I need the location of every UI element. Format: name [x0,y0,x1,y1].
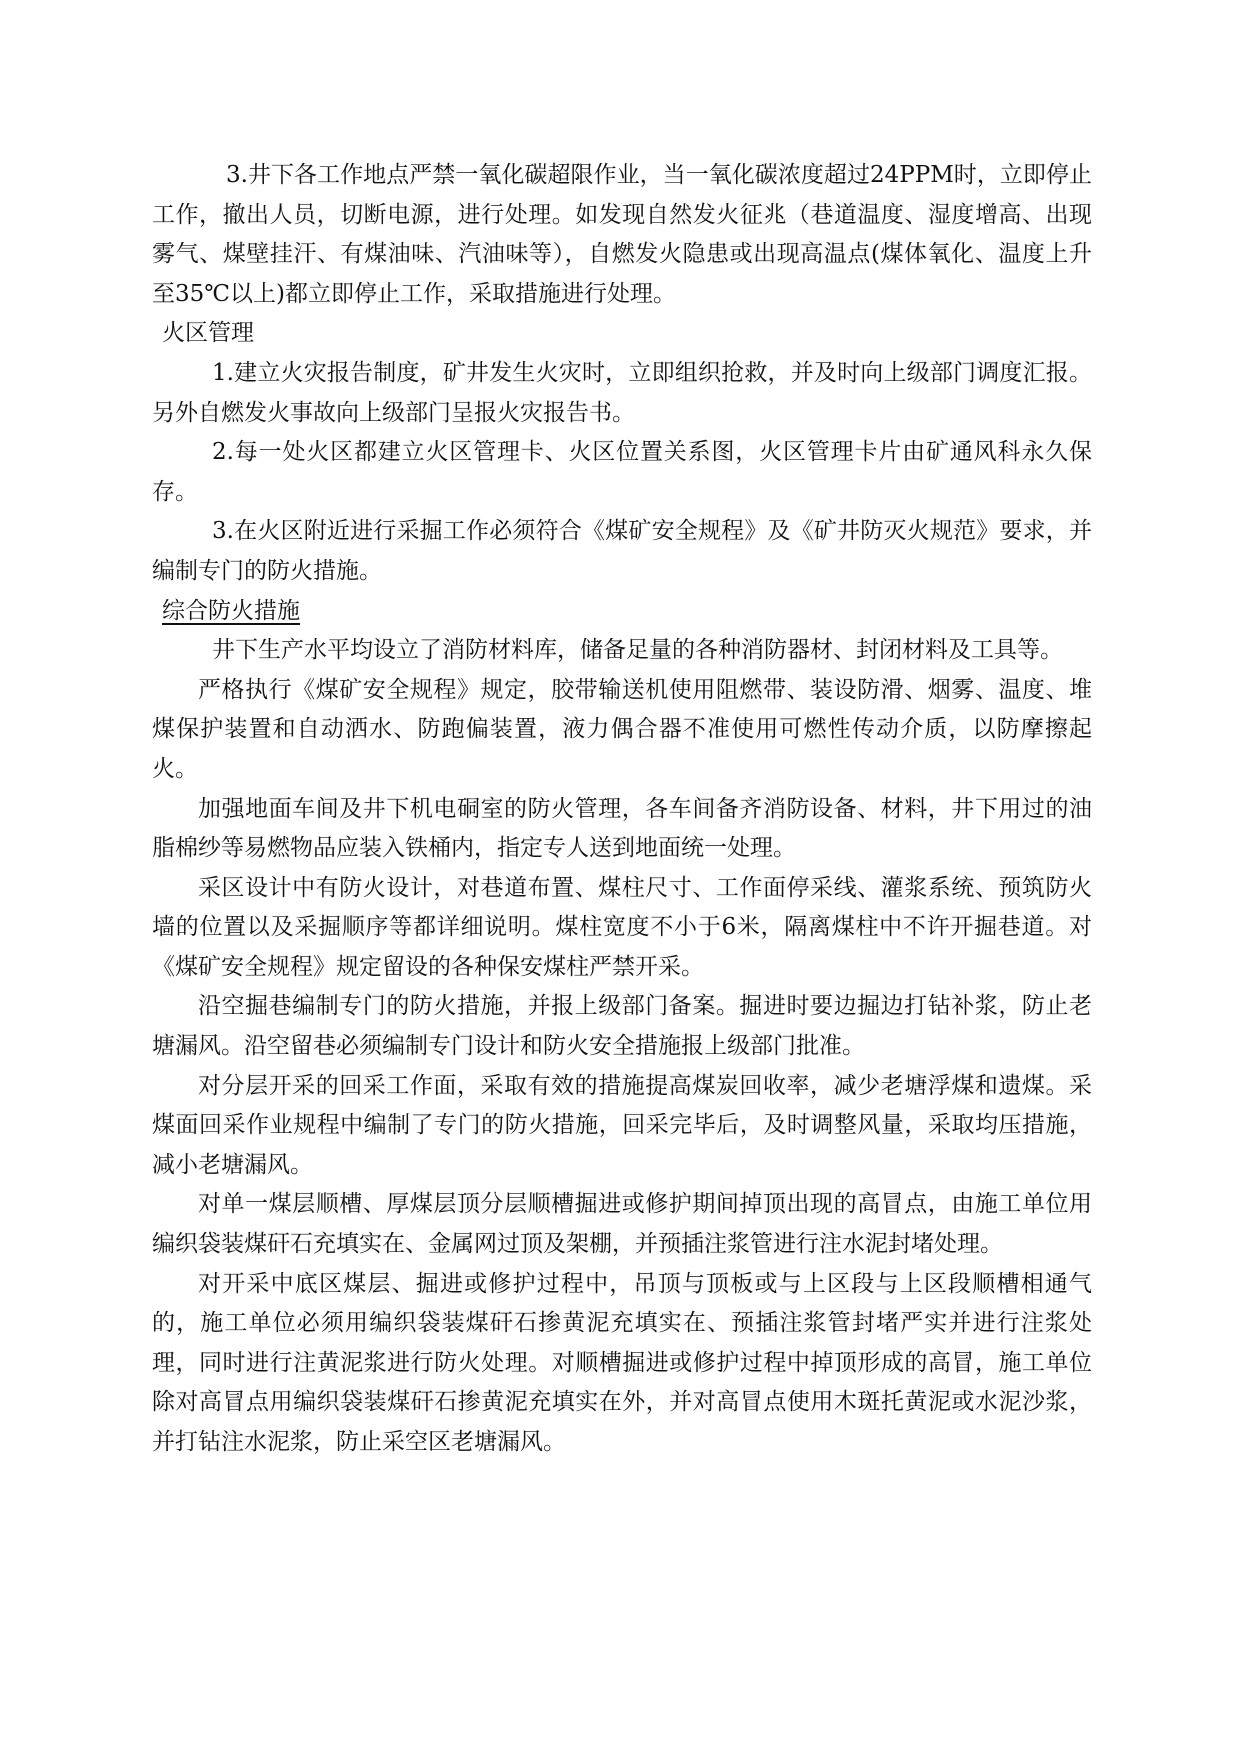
comprehensive-paragraph: 对单一煤层顺槽、厚煤层顶分层顺槽掘进或修护期间掉顶出现的高冒点，由施工单位用编织袋装煤矸石充填实在、金属网过顶及架棚，并预插注浆管进行注水泥封堵处理。 [152,1191,1092,1258]
comprehensive-paragraph: 对分层开采的回采工作面，采取有效的措施提高煤炭回收率，减少老塘浮煤和遗煤。采煤面回采作业规程中编制了专门的防火措施，回采完毕后，及时调整风量，采取均压措施，减小老塘漏风。 [152,1072,1092,1178]
section-heading-comprehensive-text: 综合防火措施 [162,597,300,624]
document-body [152,156,1092,1463]
fire-zone-item: 2.每一处火区都建立火区管理卡、火区位置关系图，火区管理卡片由矿通风科永久保存。 [152,439,1092,505]
fire-zone-item: 1.建立火灾报告制度，矿井发生火灾时，立即组织抢救，并及时向上级部门调度汇报。另外自燃发火事故向上级部门呈报火灾报告书。 [152,359,1092,426]
comprehensive-paragraph: 对开采中底区煤层、掘进或修护过程中，吊顶与顶板或与上区段与上区段顺槽相通气的，施工单位必须用编织袋装煤矸石掺黄泥充填实在、预插注浆管封堵严实并进行注浆处理，同时进行注黄泥浆进行防火处理。对顺槽掘进或修护过程中掉顶形成的高冒，施工单位除对高冒点用编织袋装煤矸石掺黄泥充填实在外，并对高冒点使用木斑托黄泥或水泥沙浆，并打钻注水泥浆，防止采空区老塘漏风。 [152,1270,1092,1455]
comprehensive-paragraph: 采区设计中有防火设计，对巷道布置、煤柱尺寸、工作面停采线、灌浆系统、预筑防火墙的位置以及采掘顺序等都详细说明。煤柱宽度不小于6米，隔离煤柱中不许开掘巷道。对《煤矿安全规程》规定留设的各种保安煤柱严禁开采。 [152,874,1092,980]
intro-paragraph: 3.井下各工作地点严禁一氧化碳超限作业，当一氧化碳浓度超过24PPM时，立即停止工作，撤出人员，切断电源，进行处理。如发现自然发火征兆（巷道温度、湿度增高、出现雾气、煤壁挂汗、有煤油味、汽油味等），自燃发火隐患或出现高温点(煤体氧化、温度上升至35℃以上)都立即停止工作，采取措施进行处理。 [152,162,1092,307]
section-heading-comprehensive [152,592,1092,632]
fire-zone-item: 3.在火区附近进行采掘工作必须符合《煤矿安全规程》及《矿井防灭火规范》要求，并编制专门的防火措施。 [152,518,1092,584]
section-heading-fire-zone [152,314,1092,354]
section-heading-fire-zone-text: 火区管理 [162,320,254,347]
comprehensive-paragraph: 井下生产水平均设立了消防材料库，储备足量的各种消防器材、封闭材料及工具等。 [212,637,1063,664]
comprehensive-paragraph: 加强地面车间及井下机电硐室的防火管理，各车间备齐消防设备、材料，井下用过的油脂棉纱等易燃物品应装入铁桶内，指定专人送到地面统一处理。 [152,795,1092,862]
comprehensive-paragraph: 沿空掘巷编制专门的防火措施，并报上级部门备案。掘进时要边掘边打钻补浆，防止老塘漏风。沿空留巷必须编制专门设计和防火安全措施报上级部门批准。 [152,993,1092,1060]
comprehensive-paragraph: 严格执行《煤矿安全规程》规定，胶带输送机使用阻燃带、装设防滑、烟雾、温度、堆煤保护装置和自动洒水、防跑偏装置，液力偶合器不准使用可燃性传动介质，以防摩擦起火。 [152,676,1092,782]
